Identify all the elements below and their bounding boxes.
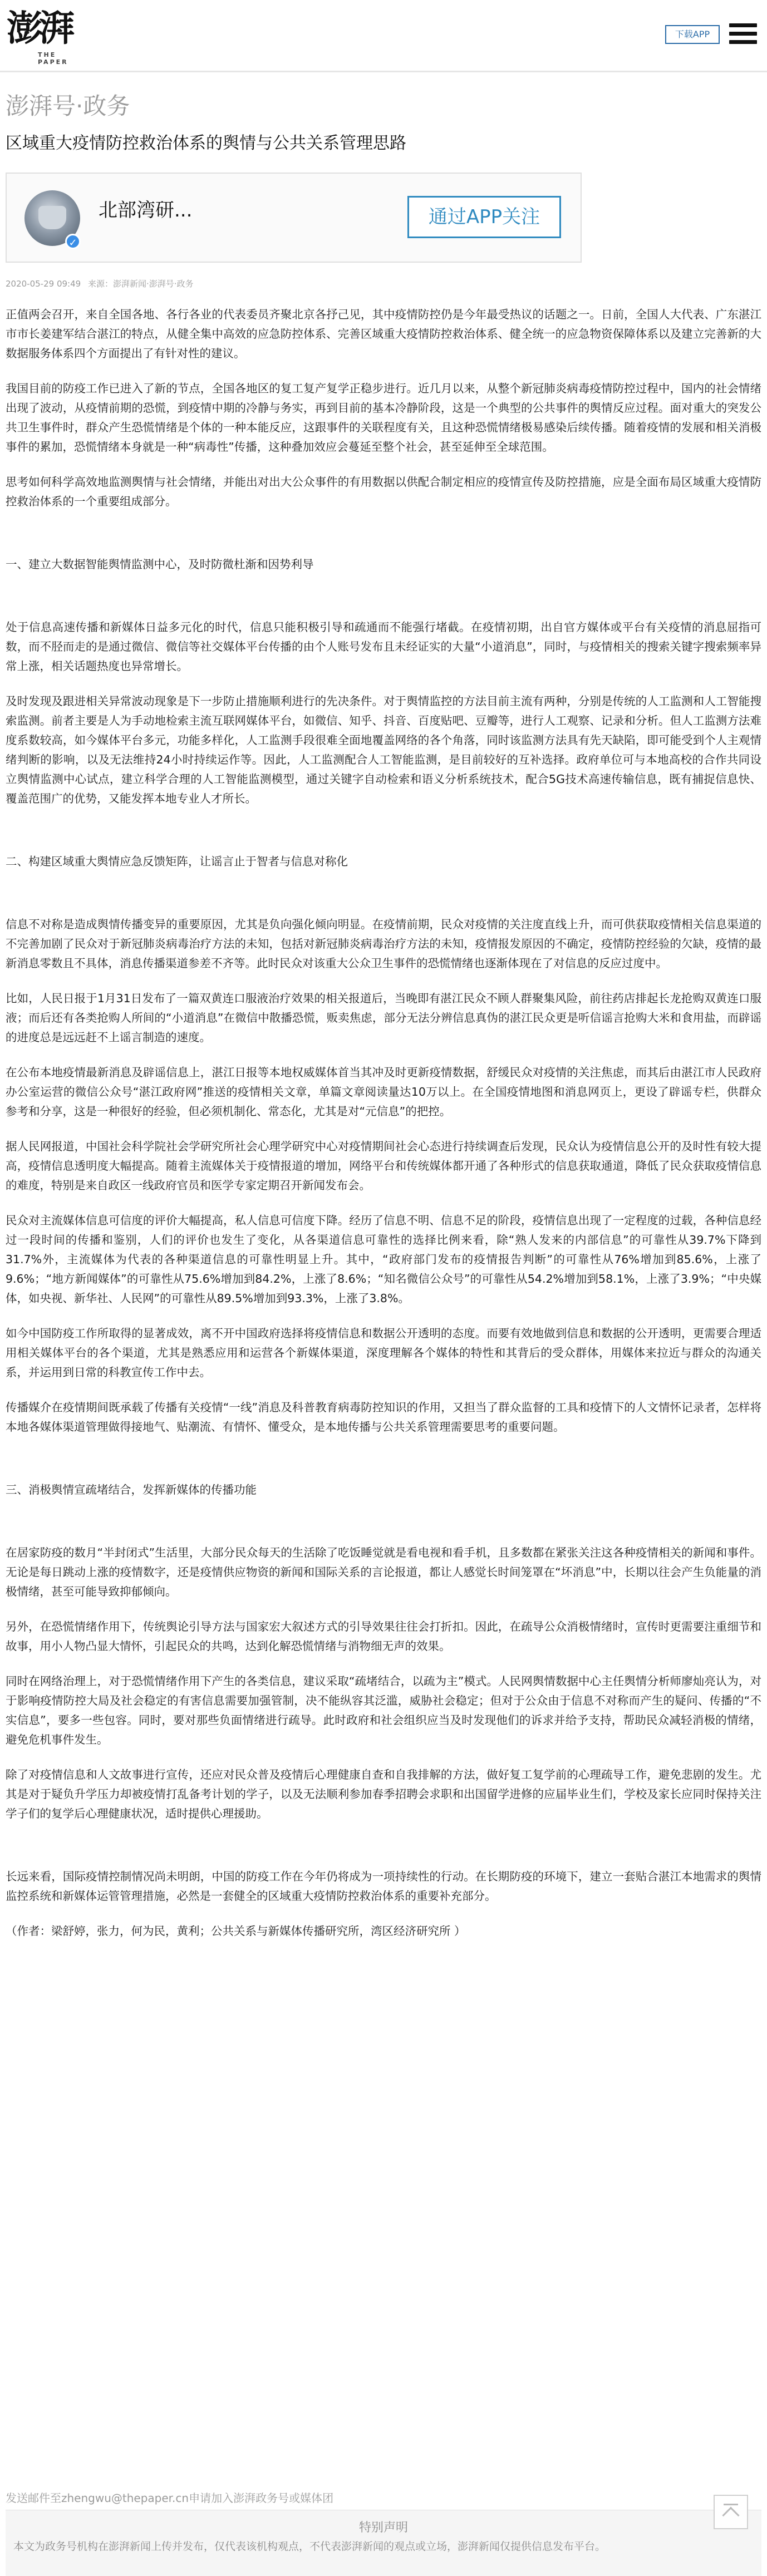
logo[interactable]: [7, 7, 90, 65]
paragraph: 思考如何科学高效地监测舆情与社会情绪，并能出对出大公众事件的有用数据以供配合制定相应的疫情宣传及防控措施，应是全面布局区域重大疫情防控救治体系的一个重要组成部分。: [6, 475, 761, 508]
disclaimer-body: 本文为政务号机构在澎湃新闻上传并发布，仅代表该机构观点，不代表澎湃新闻的观点或立场，澎湃新闻仅提供信息发布平台。: [13, 2540, 606, 2553]
paragraph: 长远来看，国际疫情控制情况尚未明朗，中国的防疫工作在今年仍将成为一项持续性的行动。在长期防疫的环境下，建立一套贴合湛江本地需求的舆情监控系统和新媒体运管管理措施，必然是一套健全的区域重大疫情防控救治体系的重要补充部分。: [6, 1870, 761, 1903]
author-card: [6, 173, 582, 263]
paragraph: 处于信息高速传播和新媒体日益多元化的时代，信息只能积极引导和疏通而不能强行堵截。在疫情初期，出自官方媒体或平台有关疫情的消息屈指可数，而不胫而走的是通过微信、微信等社交媒体平台传播的由个人账号发布且未经证实的大量“小道消息”，同时，与疫情相关的搜索关键字搜索频率异常上涨，相关话题热度也异常增长。: [6, 620, 761, 673]
article-title: 区域重大疫情防控救治体系的舆情与公共关系管理思路: [6, 134, 406, 153]
verified-icon: ✓: [65, 234, 81, 249]
paragraph: 正值两会召开，来自全国各地、各行各业的代表委员齐聚北京各抒己见，其中疫情防控仍是今年最受热议的话题之一。日前，全国人大代表、广东湛江市市长姜建军结合湛江的特点，从健全集中高效的应急防控体系、完善区域重大疫情防控救治体系、健全统一的应急物资保障体系以及建立完善新的大数据服务体系四个方面提出了有针对性的建议。: [6, 308, 761, 360]
author-name[interactable]: 北部湾研...: [99, 199, 193, 221]
logo-text: 澎湃: [7, 8, 71, 50]
paragraph: 信息不对称是造成舆情传播变异的重要原因，尤其是负向强化倾向明显。在疫情前期，民众对疫情的关注度直线上升，而可供获取疫情相关信息渠道的不完善加剧了民众对于新冠肺炎病毒治疗方法的未知，包括对新冠肺炎病毒治疗方法的未知，疫情报发原因的不确定，疫情防控经验的欠缺，疫情的最新消息零数且不具体，消息传播渠道参差不齐等。此时民众对该重大公众卫生事件的恐慌情绪也逐渐体现在了对信息的反应过度中。: [6, 918, 761, 970]
article-body: [6, 305, 761, 1941]
download-app-button[interactable]: 下载APP: [665, 25, 720, 44]
menu-icon[interactable]: [729, 23, 757, 51]
paragraph: 传播媒介在疫情期间既承载了传播有关疫情“一线”消息及科普教育病毒防控知识的作用，又担当了群众监督的工具和疫情下的人文情怀记录者，怎样将本地各媒体渠道管理做得接地气、贴潮流、有情怀、懂受众，是本地传播与公共关系管理需要思考的重要问题。: [6, 1401, 761, 1434]
logo-subtitle: THE PAPER: [38, 51, 68, 66]
author-credit: （作者：梁舒婷，张力，何为民，黄利；公共关系与新媒体传播研究所，湾区经济研究所 ）: [6, 1924, 466, 1938]
paragraph: 及时发现及跟进相关异常波动现象是下一步防止措施顺利进行的先决条件。对于舆情监控的方法目前主流有两种，分别是传统的人工监测和人工智能搜索监测。前者主要是人为手动地检索主流互联网媒体平台，如微信、知乎、抖音、百度贴吧、豆瓣等，进行人工观察、记录和分析。但人工监测方法难度系数较高，如今媒体平台多元，功能多样化，人工监测手段很难全面地覆盖网络的各个角落，同时该监测方法具有先天缺陷，即可能受到个人主观情绪判断的影响，以及无法维持24小时持续运作等。因此，人工监测配合人工智能监测，是目前较好的互补选择。政府单位可与本地高校的合作共同设立舆情监测中心试点，建立科学合理的人工智能监测模型，通过关键字自动检索和语义分析系统技术，配合5G技术高速传输信息，既有捕捉信息快、覆盖范围广的优势，又能发挥本地专业人才所长。: [6, 695, 761, 805]
paragraph: 同时在网络治理上，对于恐慌情绪作用下产生的各类信息，建议采取“疏堵结合，以疏为主”模式。人民网舆情数据中心主任舆情分析师廖灿亮认为，对于影响疫情防控大局及社会稳定的有害信息需要加强管制，决不能纵容其泛滥，威胁社会稳定；但对于公众由于信息不对称而产生的疑问、传播的“不实信息”，要多一些包容。同时，要对那些负面情绪进行疏导。此时政府和社会组织应当及时发现他们的诉求并给予支持，帮助民众减轻消极的情绪，避免危机事件发生。: [6, 1674, 761, 1746]
paragraph: 比如，人民日报于1月31日发布了一篇双黄连口服液治疗效果的相关报道后，当晚即有湛江民众不顾人群聚集风险，前往药店排起长龙抢购双黄连口服液；而后还有各类抢购人所间的“小道消息”在微信中散播恐慌，贩卖焦虑，部分无法分辨信息真伪的湛江民众更是听信谣言抢购大米和食用盐，而辟谣的进度总是远远赶不上谣言制造的速度。: [6, 992, 761, 1044]
publish-time: 2020-05-29 09:49: [6, 279, 81, 289]
paragraph: 在居家防疫的数月“半封闭式”生活里，大部分民众每天的生活除了吃饭睡觉就是看电视和看手机，且多数都在紧张关注这各种疫情相关的新闻和事件。无论是每日跳动上涨的疫情数字，还是疫情供应物资的新闻和国际关系的言论报道，都让人感觉长时间笼罩在“坏消息”中，长期以往会产生负能量的消极情绪，甚至可能导致抑郁倾向。: [6, 1546, 761, 1598]
section-heading: 一、建立大数据智能舆情监测中心，及时防微杜渐和因势利导: [6, 558, 314, 571]
paragraph: 除了对疫情信息和人文故事进行宣传，还应对民众普及疫情后心理健康自查和自我排解的方法，做好复工复学前的心理疏导工作，避免悲剧的发生。尤其是对于疑负升学压力却被疫情打乱备考计划的学子，以及无法顺利参加春季招聘会求职和出国留学进修的应届毕业生们，学校及家长应同时保持关注学子们的复学后心理健康状况，适时提供心理援助。: [6, 1768, 761, 1820]
disclaimer: [6, 2510, 761, 2576]
paragraph: 据人民网报道，中国社会科学院社会学研究所社会心理学研究中心对疫情期间社会心态进行持续调查后发现，民众认为疫情信息公开的及时性有较大提高，疫情信息透明度大幅提高。随着主流媒体关于疫情报道的增加，网络平台和传统媒体都开通了各种形式的信息获取通道，降低了民众获取疫情信息的难度，特别是来自政区一线政府官员和医学专家定期召开新闻发布会。: [6, 1140, 761, 1192]
article-source: 来源：澎湃新闻·澎湃号·政务: [87, 279, 194, 289]
paragraph: 民众对主流媒体信息可信度的评价大幅提高，私人信息可信度下降。经历了信息不明、信息不足的阶段，疫情信息出现了一定程度的过载，各种信息经过一段时间的传播和鉴别，人们的评价也发生了变化，从各渠道信息可靠性的选择比例来看，除“熟人发来的内部信息”的可靠性从39.7%下降到31.7%外，主流媒体为代表的各种渠道信息的可靠性明显上升。其中，“政府部门发布的疫情报告判断”的可靠性从76%增加到85.6%，上涨了9.6%；“地方新闻媒体”的可靠性从75.6%增加到84.2%，上涨了8.6%；“知名微信公众号”的可靠性从54.2%增加到58.1%，上涨了3.9%；“中央媒体，如央视、新华社、人民网”的可靠性从89.5%增加到93.3%，上涨了3.8%。: [6, 1214, 761, 1305]
paragraph: 我国目前的防疫工作已进入了新的节点，全国各地区的复工复产复学正稳步进行。近几月以来，从整个新冠肺炎病毒疫情防控过程中，国内的社会情绪出现了波动，从疫情前期的恐慌，到疫情中期的冷静与务实，再到目前的基本冷静阶段，这是一个典型的公共事件的舆情反应过程。面对重大的突发公共卫生事件时，群众产生恐慌情绪是个体的一种本能反应，这跟事件的关联程度有关，且这种恐慌情绪极易感染后续传播。随着疫情的发展和相关消极事件的累加，恐慌情绪本身就是一种“病毒性”传播，这种叠加效应会蔓延至整个社会，甚至延伸至全球范围。: [6, 382, 761, 454]
paragraph: 在公布本地疫情最新消息及辟谣信息上，湛江日报等本地权威媒体首当其冲及时更新疫情数据，舒缓民众对疫情的关注焦虑，而其后由湛江市人民政府办公室运营的微信公众号“湛江政府网”推送的疫情相关文章，单篇文章阅读量达10万以上。在全国疫情地图和消息网页上，更设了辟谣专栏，供群众参考和分享，这是一种很好的经验，但必须机制化、常态化，尤其是对“元信息”的把控。: [6, 1066, 761, 1118]
section-heading: 二、构建区域重大舆情应急反馈矩阵，让谣言止于智者与信息对称化: [6, 855, 348, 868]
paragraph: 如今中国防疫工作所取得的显著成效，离不开中国政府选择将疫情信息和数据公开透明的态度。而要有效地做到信息和数据的公开透明，更需要合理适用相关媒体平台的各个渠道，尤其是熟悉应用和运营各个新媒体渠道，深度理解各个媒体的特性和其背后的受众群体，用媒体来拉近与群众的沟通关系，并运用到日常的科教宣传工作中去。: [6, 1327, 761, 1379]
article-meta: [6, 278, 198, 289]
back-to-top-icon[interactable]: [714, 2495, 748, 2529]
section-heading: 三、消极舆情宣疏堵结合，发挥新媒体的传播功能: [6, 1483, 257, 1496]
paragraph: 另外，在恐慌情绪作用下，传统舆论引导方法与国家宏大叙述方式的引导效果往往会打折扣。因此，在疏导公众消极情绪时，宣传时更需要注重细节和故事，用小人物凸显大情怀，引起民众的共鸣，达到化解恐慌情绪与消物细无声的效果。: [6, 1620, 761, 1653]
top-bar: [0, 0, 767, 72]
disclaimer-title: 特别声明: [358, 2521, 408, 2535]
follow-button[interactable]: 通过APP关注: [407, 196, 561, 238]
contact-note: 发送邮件至zhengwu@thepaper.cn申请加入澎湃政务号或媒体团: [6, 2491, 334, 2505]
channel-label[interactable]: 澎湃号·政务: [6, 92, 130, 120]
